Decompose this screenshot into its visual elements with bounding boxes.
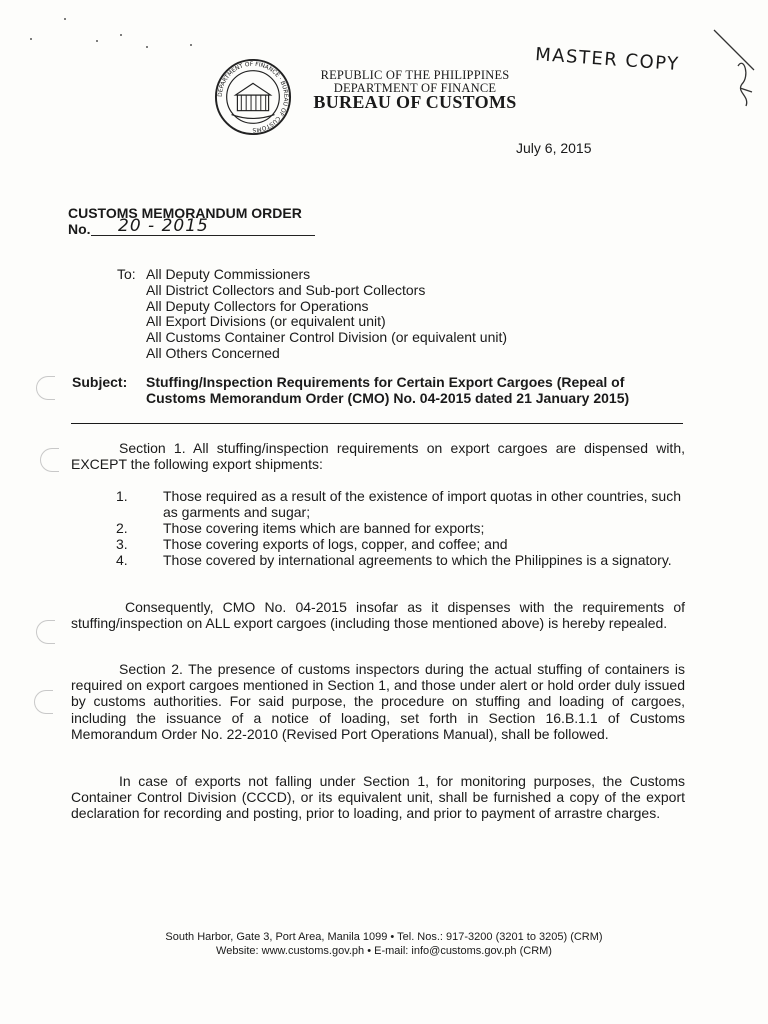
bureau-seal-logo [214, 58, 292, 136]
punch-hole-mark [36, 376, 55, 400]
punch-hole-mark [34, 690, 53, 714]
footer-address: South Harbor, Gate 3, Port Area, Manila 1099 • Tel. Nos.: 917-3200 (3201 to 3205) (CRM) [165, 931, 603, 943]
recipient-line: All Export Divisions (or equivalent unit) [146, 313, 386, 329]
handwritten-initials-mark [710, 26, 760, 116]
section-2-paragraph [71, 661, 685, 742]
list-item-number: 2. [116, 520, 128, 536]
repeal-paragraph [71, 599, 685, 631]
subject-divider [71, 423, 683, 424]
department-heading: DEPARTMENT OF FINANCE [333, 81, 497, 95]
svg-text:DEPARTMENT OF FINANCE · BUREAU: DEPARTMENT OF FINANCE · BUREAU OF CUSTOMS [217, 61, 289, 133]
bureau-heading: BUREAU OF CUSTOMS [313, 92, 517, 112]
subject-line-2: Customs Memorandum Order (CMO) No. 04-2015 dated 21 January 2015) [146, 390, 630, 406]
recipient-line: All Deputy Commissioners [146, 266, 311, 282]
recipient-line: All District Collectors and Sub-port Collectors [146, 282, 426, 298]
punch-hole-mark [36, 620, 55, 644]
republic-heading: REPUBLIC OF THE PHILIPPINES [320, 68, 510, 82]
scan-speck [96, 40, 98, 42]
subject-label: Subject: [72, 374, 128, 390]
section-1-paragraph [71, 440, 685, 472]
scan-speck [30, 38, 32, 40]
section-2-text: Section 2. The presence of customs inspectors during the actual stuffing of containers is required on export cargoes mentioned in Section 1, and those under alert or hold order duly issued by customs authorities. For said purpose, the procedure on stuffing and loading of cargoes, including the issuance of a notice of loading, set forth in Section 16.B.1.1 of Customs Memorandum Order No. 22-2010 (Revised Port Operations Manual), shall be followed. [71, 661, 685, 742]
recipient-line: All Deputy Collectors for Operations [146, 298, 369, 314]
exports-text: In case of exports not falling under Section 1, for monitoring purposes, the Customs Container Control Division (CCCD), or its equivalent unit, shall be furnished a copy of the export declaration for recording and posting, prior to loading, and prior to payment of arrastre charges. [71, 773, 685, 822]
repeal-text: Consequently, CMO No. 04-2015 insofar as it dispenses with the requirements of stuffing/inspection on ALL export cargoes (including those mentioned above) is hereby repealed. [71, 599, 685, 632]
scan-speck [64, 18, 66, 20]
to-label: To: [117, 266, 136, 282]
list-item-text: Those covering items which are banned for exports; [163, 520, 485, 536]
list-item-number: 3. [116, 536, 128, 552]
list-item-text: Those covering exports of logs, copper, and coffee; and [163, 536, 508, 552]
list-item-text: Those covered by international agreements to which the Philippines is a signatory. [163, 552, 672, 568]
order-title: CUSTOMS MEMORANDUM ORDER [68, 205, 302, 221]
footer-contact: Website: www.customs.gov.ph • E-mail: info@customs.gov.ph (CRM) [216, 945, 552, 957]
section-1-text: Section 1. All stuffing/inspection requirements on export cargoes are dispensed with, EXCEPT the following export shipments: [71, 440, 685, 473]
scan-speck [146, 46, 148, 48]
recipient-line: All Others Concerned [146, 345, 280, 361]
order-number-label: No. [68, 221, 91, 237]
subject-line-1: Stuffing/Inspection Requirements for Certain Export Cargoes (Repeal of [146, 374, 625, 390]
master-copy-stamp: MASTER COPY [534, 44, 681, 76]
document-date: July 6, 2015 [516, 140, 592, 156]
list-item-text: Those required as a result of the existence of import quotas in other countries, such as garments and sugar; [163, 488, 681, 521]
recipient-line: All Customs Container Control Division (or equivalent unit) [146, 329, 508, 345]
punch-hole-mark [40, 448, 59, 472]
exports-paragraph [71, 773, 685, 822]
order-number-handwritten: 20 - 2015 [118, 216, 209, 236]
list-item-number: 4. [116, 552, 128, 568]
list-item-number: 1. [116, 488, 128, 504]
scan-speck [190, 44, 192, 46]
scan-speck [120, 34, 122, 36]
